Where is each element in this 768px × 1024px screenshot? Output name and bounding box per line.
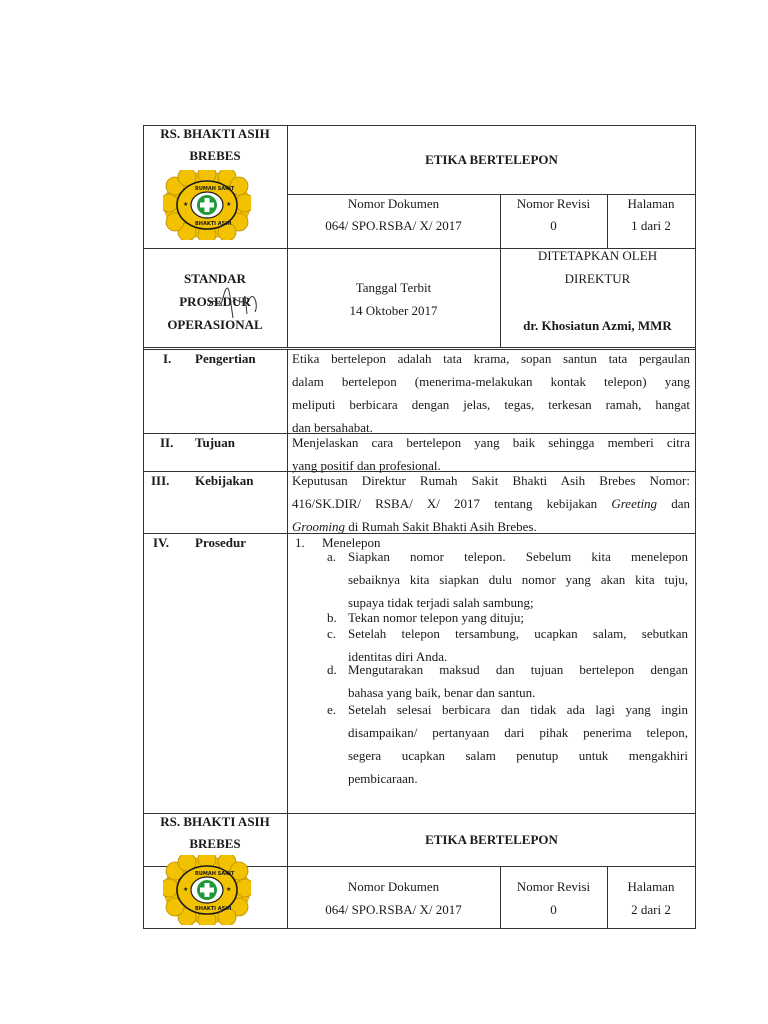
doc-number-label: Nomor Dokumen xyxy=(347,196,440,211)
body-line: Menjelaskan cara bertelepon yang baik sehingga memberi citra xyxy=(292,435,690,450)
body-text: di Rumah Sakit Bhakti Asih Brebes. xyxy=(344,519,537,534)
svg-text:★: ★ xyxy=(226,886,232,893)
step-line: bahasa yang baik, benar dan santun. xyxy=(348,685,536,700)
signature-icon xyxy=(205,284,265,324)
step-letter: e. xyxy=(327,702,337,717)
revision-value: 0 xyxy=(550,218,557,233)
step-body xyxy=(348,545,688,614)
page-label: Halaman xyxy=(627,196,675,211)
section-number: IV. xyxy=(153,535,170,550)
svg-text:RUMAH SAKIT: RUMAH SAKIT xyxy=(195,871,235,877)
section-body xyxy=(292,347,690,439)
step-line: Mengutarakan maksud dan tujuan bertelepon dengan xyxy=(348,662,688,677)
hospital-logo-icon xyxy=(163,855,251,925)
director-name: dr. Khosiatun Azmi, MMR xyxy=(523,318,672,333)
hospital-name-line1: RS. BHAKTI ASIH xyxy=(160,814,270,829)
table-line xyxy=(500,866,501,928)
svg-text:★: ★ xyxy=(183,201,189,208)
step-body xyxy=(348,698,688,790)
step-line: Tekan nomor telepon yang dituju; xyxy=(348,610,524,625)
body-line: Etika bertelepon adalah tata krama, sopan santun tata pergaulan xyxy=(292,351,690,366)
table-line xyxy=(287,866,696,867)
hospital-name-line1: RS. BHAKTI ASIH xyxy=(160,126,270,141)
page-value: 2 dari 2 xyxy=(631,902,671,917)
sop-label-line1: STANDAR xyxy=(184,271,246,286)
svg-text:★: ★ xyxy=(183,886,189,893)
procedure-item-number: 1. xyxy=(295,535,305,550)
table-line xyxy=(143,813,144,928)
body-text: 416/SK.DIR/ RSBA/ X/ 2017 tentang kebijakan xyxy=(292,496,612,511)
svg-text:★: ★ xyxy=(226,201,232,208)
step-line: pembicaraan. xyxy=(348,771,418,786)
step-line: Siapkan nomor telepon. Sebelum kita menelepon xyxy=(348,549,688,564)
body-line: Keputusan Direktur Rumah Sakit Bhakti Asih Brebes Nomor: xyxy=(292,473,690,488)
step-letter: c. xyxy=(327,626,337,641)
step-letter: a. xyxy=(327,549,337,564)
approved-by-line1: DITETAPKAN OLEH xyxy=(537,248,658,263)
svg-text:BHAKTI ASIH: BHAKTI ASIH xyxy=(195,906,232,912)
section-body xyxy=(292,469,690,538)
section-title: Prosedur xyxy=(195,535,247,550)
hospital-name-line2: BREBES xyxy=(189,836,241,851)
section-title: Kebijakan xyxy=(195,473,254,488)
step-line: segera ucapkan salam penutup untuk mengakhiri xyxy=(348,748,688,763)
table-line xyxy=(287,194,696,195)
doc-number-label: Nomor Dokumen xyxy=(347,879,440,894)
document-title: ETIKA BERTELEPON xyxy=(425,152,558,167)
hospital-logo-icon xyxy=(163,170,251,240)
svg-text:BHAKTI ASIH: BHAKTI ASIH xyxy=(195,221,232,227)
step-line: Setelah selesai berbicara dan tidak ada lagi yang ingin xyxy=(348,702,688,717)
revision-label: Nomor Revisi xyxy=(516,879,591,894)
step-letter: d. xyxy=(327,662,337,677)
table-line xyxy=(287,349,288,813)
section-number: II. xyxy=(160,435,174,450)
body-line: dalam bertelepon (menerima-melakukan kontak telepon) yang xyxy=(292,374,690,389)
step-line: supaya tidak terjadi salah sambung; xyxy=(348,595,534,610)
italic-term: Greeting xyxy=(611,496,658,511)
section-title: Tujuan xyxy=(195,435,235,450)
page-label: Halaman xyxy=(627,879,675,894)
doc-number-value: 064/ SPO.RSBA/ X/ 2017 xyxy=(325,902,462,917)
step-letter: b. xyxy=(327,610,337,625)
procedure-item-title: Menelepon xyxy=(322,535,381,550)
section-title: Pengertian xyxy=(195,351,256,366)
table-line xyxy=(695,125,696,813)
revision-value: 0 xyxy=(550,902,557,917)
table-line xyxy=(143,928,696,929)
table-line xyxy=(695,813,696,928)
step-line: identitas diri Anda. xyxy=(348,649,448,664)
section-number: I. xyxy=(163,351,172,366)
issue-date-value: 14 Oktober 2017 xyxy=(349,303,438,318)
table-line xyxy=(607,866,608,928)
page-value: 1 dari 2 xyxy=(631,218,671,233)
italic-term: Grooming xyxy=(292,519,345,534)
sop-label-line2: PROSEDUR xyxy=(179,294,251,309)
revision-label: Nomor Revisi xyxy=(516,196,591,211)
hospital-name-line2: BREBES xyxy=(189,148,241,163)
issue-date-label: Tanggal Terbit xyxy=(355,280,432,295)
body-line: dan bersahabat. xyxy=(292,420,373,435)
step-line: sebaiknya kita siapkan dulu nomor yang akan kita tuju, xyxy=(348,572,688,587)
body-line xyxy=(292,492,690,515)
body-text: dan xyxy=(657,496,690,511)
table-line xyxy=(143,125,144,813)
svg-text:RUMAH SAKIT: RUMAH SAKIT xyxy=(195,186,235,192)
body-line: yang positif dan profesional. xyxy=(292,458,441,473)
doc-number-value: 064/ SPO.RSBA/ X/ 2017 xyxy=(325,218,462,233)
document-title: ETIKA BERTELEPON xyxy=(425,832,558,847)
section-number: III. xyxy=(151,473,170,488)
step-line: disampaikan/ pertanyaan dari pihak penerima telepon, xyxy=(348,725,688,740)
approved-by-line2: DIREKTUR xyxy=(564,271,631,286)
sop-label-line3: OPERASIONAL xyxy=(167,317,263,332)
body-line: meliputi berbicara dengan jelas, tegas, terkesan ramah, hangat xyxy=(292,397,690,412)
step-line: Setelah telepon tersambung, ucapkan salam, sebutkan xyxy=(348,626,688,641)
